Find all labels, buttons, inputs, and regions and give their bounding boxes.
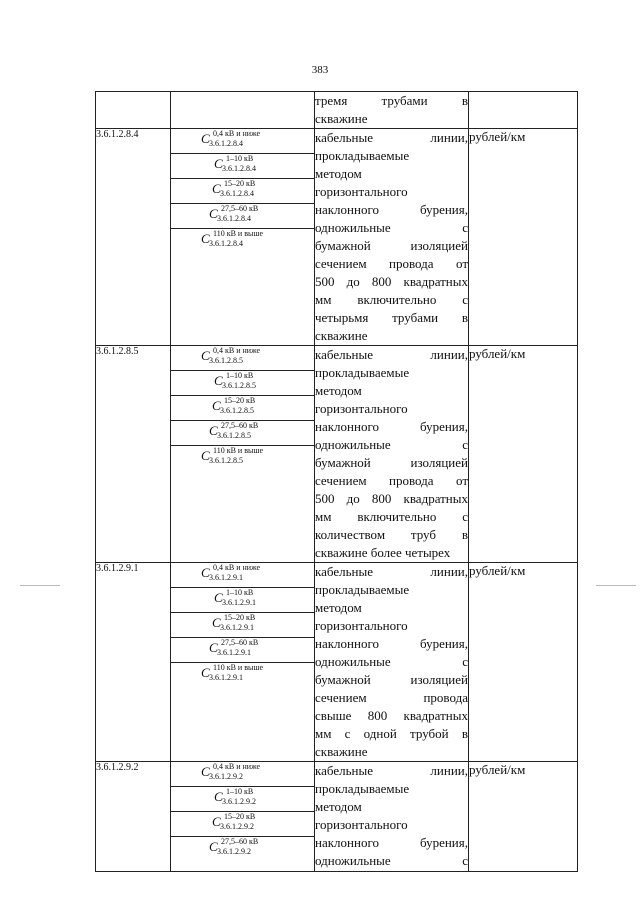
- description-line: кабельные линии,: [315, 347, 468, 362]
- coefficient-box: [171, 421, 314, 446]
- rate-code-subscript: 3.6.1.2.8.4: [222, 164, 256, 173]
- coefficient-box: [171, 396, 314, 421]
- rate-code-subscript: 3.6.1.2.8.5: [209, 356, 243, 365]
- unit-cell: рублей/км: [469, 762, 578, 872]
- code-cell: 3.6.1.2.8.5: [96, 346, 171, 563]
- voltage-label: 110 кВ и выше: [213, 446, 264, 455]
- description-line: сечением провода от: [315, 256, 468, 271]
- description-line: скважине: [315, 744, 368, 759]
- rate-code-subscript: 3.6.1.2.8.4: [220, 189, 254, 198]
- description-cell: [315, 563, 469, 762]
- description-line: скважине: [315, 328, 368, 343]
- description-line: бумажной изоляцией: [315, 238, 468, 253]
- coefficient-box: [171, 229, 314, 253]
- rate-code-subscript: 3.6.1.2.9.1: [217, 648, 251, 657]
- voltage-label: 1–10 кВ: [226, 588, 254, 597]
- scan-artifact: [596, 585, 636, 586]
- voltage-label: 1–10 кВ: [226, 787, 254, 796]
- description-line: одножильные с: [315, 437, 468, 452]
- description-line: свыше 800 квадратных: [315, 708, 468, 723]
- voltage-label: 0,4 кВ и ниже: [213, 762, 261, 771]
- description-line: прокладываемые: [315, 148, 410, 163]
- rate-symbol: C: [201, 764, 210, 779]
- coefficient-box: [171, 129, 314, 154]
- rate-code-subscript: 3.6.1.2.9.2: [217, 847, 251, 856]
- rate-code-subscript: 3.6.1.2.8.4: [217, 214, 251, 223]
- tariff-table: [95, 91, 578, 872]
- unit-cell: [469, 92, 578, 129]
- rate-code-subscript: 3.6.1.2.9.1: [209, 573, 243, 582]
- description-line: горизонтального: [315, 618, 408, 633]
- description-line: кабельные линии,: [315, 130, 468, 145]
- rate-symbol: C: [212, 615, 221, 630]
- voltage-label: 15–20 кВ: [224, 179, 256, 188]
- voltage-label: 27,5–60 кВ: [221, 638, 259, 647]
- description-line: наклонного бурения,: [315, 419, 468, 434]
- table-row-continuation: [96, 92, 578, 129]
- rate-formula: [201, 129, 261, 148]
- voltage-label: 1–10 кВ: [226, 371, 254, 380]
- table-row: [96, 762, 578, 872]
- description-line: мм включительно с: [315, 509, 468, 524]
- description-line: горизонтального: [315, 817, 408, 832]
- code-cell: 3.6.1.2.9.2: [96, 762, 171, 872]
- description-line: методом: [315, 799, 362, 814]
- rate-formula: [209, 204, 259, 223]
- rate-code-subscript: 3.6.1.2.9.2: [209, 772, 243, 781]
- rate-symbol: C: [214, 373, 223, 388]
- table-row: [96, 346, 578, 563]
- coefficient-box: [171, 812, 314, 837]
- coefficient-cell: [171, 346, 315, 563]
- rate-symbol: C: [214, 789, 223, 804]
- rate-symbol: C: [201, 448, 210, 463]
- rate-symbol: C: [209, 206, 218, 221]
- description-line: тремя трубами в: [315, 93, 468, 108]
- description-line: методом: [315, 600, 362, 615]
- coefficient-box: [171, 446, 314, 470]
- scan-artifact: [20, 585, 60, 586]
- rate-symbol: C: [201, 565, 210, 580]
- description-line: кабельные линии,: [315, 564, 468, 579]
- rate-code-subscript: 3.6.1.2.9.2: [222, 797, 256, 806]
- rate-formula: [212, 179, 256, 198]
- description-line: прокладываемые: [315, 781, 410, 796]
- description-line: сечением провода: [315, 690, 468, 705]
- rate-formula: [212, 396, 256, 415]
- unit-cell: рублей/км: [469, 563, 578, 762]
- coefficient-box: [171, 179, 314, 204]
- description-line: методом: [315, 383, 362, 398]
- description-cell: [315, 346, 469, 563]
- coefficient-box: [171, 663, 314, 687]
- rate-symbol: C: [212, 814, 221, 829]
- voltage-label: 110 кВ и выше: [213, 663, 264, 672]
- voltage-label: 15–20 кВ: [224, 613, 256, 622]
- code-cell: 3.6.1.2.9.1: [96, 563, 171, 762]
- rate-formula: [209, 638, 259, 657]
- description-line: четырьмя трубами в: [315, 310, 468, 325]
- description-line: бумажной изоляцией: [315, 672, 468, 687]
- description-line: кабельные линии,: [315, 763, 468, 778]
- description-line: одножильные с: [315, 220, 468, 235]
- rate-symbol: C: [201, 348, 210, 363]
- description-line: наклонного бурения,: [315, 202, 468, 217]
- voltage-label: 0,4 кВ и ниже: [213, 346, 261, 355]
- rate-formula: [201, 446, 264, 465]
- rate-symbol: C: [212, 398, 221, 413]
- description-line: прокладываемые: [315, 582, 410, 597]
- description-cell: [315, 92, 469, 129]
- rate-code-subscript: 3.6.1.2.9.2: [220, 822, 254, 831]
- rate-code-subscript: 3.6.1.2.9.1: [209, 673, 243, 682]
- description-line: горизонтального: [315, 401, 408, 416]
- description-line: одножильные с: [315, 853, 468, 868]
- coefficient-box: [171, 837, 314, 861]
- voltage-label: 0,4 кВ и ниже: [213, 129, 261, 138]
- rate-formula: [209, 837, 259, 856]
- rate-code-subscript: 3.6.1.2.8.5: [220, 406, 254, 415]
- table-body: [96, 92, 578, 872]
- rate-formula: [212, 613, 256, 632]
- description-line: мм с одной трубой в: [315, 726, 468, 741]
- rate-code-subscript: 3.6.1.2.9.1: [222, 598, 256, 607]
- rate-formula: [214, 371, 256, 390]
- description-line: бумажной изоляцией: [315, 455, 468, 470]
- description-line: мм включительно с: [315, 292, 468, 307]
- voltage-label: 15–20 кВ: [224, 396, 256, 405]
- coefficient-cell: [171, 762, 315, 872]
- voltage-label: 1–10 кВ: [226, 154, 254, 163]
- rate-code-subscript: 3.6.1.2.8.5: [222, 381, 256, 390]
- voltage-label: 15–20 кВ: [224, 812, 256, 821]
- coefficient-box: [171, 613, 314, 638]
- coefficient-box: [171, 154, 314, 179]
- coefficient-cell: [171, 563, 315, 762]
- code-cell: 3.6.1.2.8.4: [96, 129, 171, 346]
- description-line: скважине: [315, 111, 368, 126]
- rate-formula: [209, 421, 259, 440]
- rate-code-subscript: 3.6.1.2.9.1: [220, 623, 254, 632]
- rate-formula: [214, 787, 256, 806]
- page-number: 383: [311, 64, 329, 76]
- voltage-label: 27,5–60 кВ: [221, 837, 259, 846]
- coefficient-box: [171, 371, 314, 396]
- coefficient-box: [171, 762, 314, 787]
- rate-formula: [214, 154, 256, 173]
- rate-symbol: C: [214, 156, 223, 171]
- description-cell: [315, 129, 469, 346]
- coefficient-cell: [171, 129, 315, 346]
- description-line: сечением провода от: [315, 473, 468, 488]
- rate-code-subscript: 3.6.1.2.8.5: [217, 431, 251, 440]
- description-line: наклонного бурения,: [315, 636, 468, 651]
- rate-formula: [201, 762, 261, 781]
- coefficient-box: [171, 588, 314, 613]
- rate-formula: [214, 588, 256, 607]
- rate-symbol: C: [214, 590, 223, 605]
- table-row: [96, 563, 578, 762]
- coefficient-box: [171, 204, 314, 229]
- rate-symbol: C: [201, 665, 210, 680]
- rate-symbol: C: [209, 423, 218, 438]
- rate-formula: [201, 346, 261, 365]
- voltage-label: 27,5–60 кВ: [221, 204, 259, 213]
- table-row: [96, 129, 578, 346]
- description-line: 500 до 800 квадратных: [315, 274, 468, 289]
- description-line: горизонтального: [315, 184, 408, 199]
- description-line: методом: [315, 166, 362, 181]
- rate-formula: [201, 229, 264, 248]
- description-line: одножильные с: [315, 654, 468, 669]
- coefficient-box: [171, 787, 314, 812]
- description-line: прокладываемые: [315, 365, 410, 380]
- rate-symbol: C: [209, 839, 218, 854]
- voltage-label: 110 кВ и выше: [213, 229, 264, 238]
- rate-formula: [212, 812, 256, 831]
- description-line: скважине более четырех: [315, 545, 451, 560]
- rate-symbol: C: [201, 131, 210, 146]
- rate-symbol: C: [212, 181, 221, 196]
- description-line: количеством труб в: [315, 527, 468, 542]
- rate-formula: [201, 663, 264, 682]
- description-cell: [315, 762, 469, 872]
- unit-cell: рублей/км: [469, 346, 578, 563]
- coefficient-box: [171, 346, 314, 371]
- voltage-label: 0,4 кВ и ниже: [213, 563, 261, 572]
- coefficient-box: [171, 638, 314, 663]
- rate-symbol: C: [209, 640, 218, 655]
- coefficient-cell: [171, 92, 315, 129]
- description-line: наклонного бурения,: [315, 835, 468, 850]
- code-cell: [96, 92, 171, 129]
- voltage-label: 27,5–60 кВ: [221, 421, 259, 430]
- rate-code-subscript: 3.6.1.2.8.5: [209, 456, 243, 465]
- unit-cell: рублей/км: [469, 129, 578, 346]
- coefficient-box: [171, 563, 314, 588]
- rate-code-subscript: 3.6.1.2.8.4: [209, 139, 243, 148]
- rate-formula: [201, 563, 261, 582]
- rate-code-subscript: 3.6.1.2.8.4: [209, 239, 243, 248]
- description-line: 500 до 800 квадратных: [315, 491, 468, 506]
- rate-symbol: C: [201, 231, 210, 246]
